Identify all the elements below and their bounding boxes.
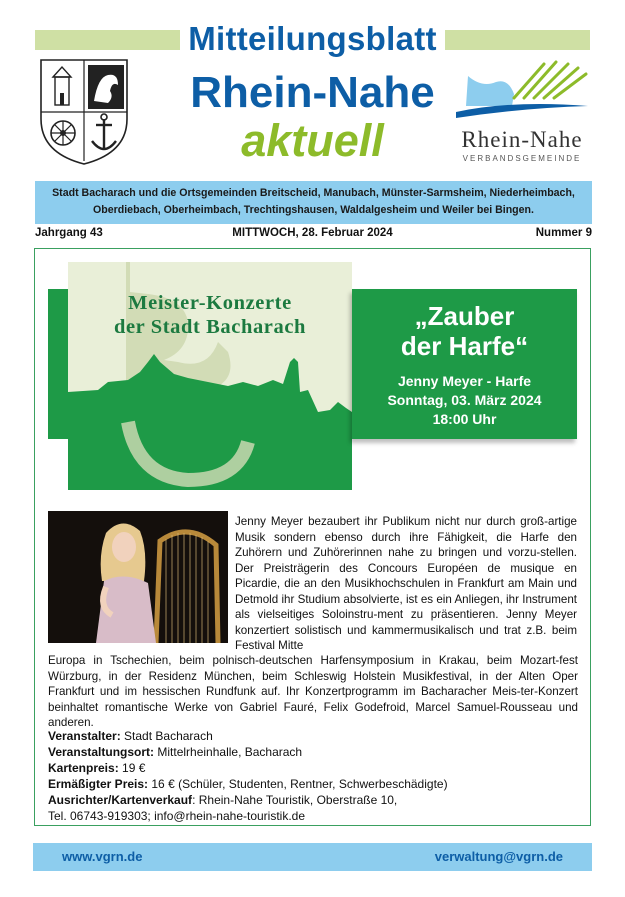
info-value: : Rhein-Nahe Touristik, Oberstraße 10, [192, 793, 398, 807]
event-date: Sonntag, 03. März 2024 [387, 392, 542, 408]
footer-email-link[interactable]: verwaltung@vgrn.de [434, 849, 563, 864]
article-text-top: Jenny Meyer bezaubert ihr Publikum nicht nur durch groß-artige Musik sondern ebenso durch ihre Fähigkeit, die Harfe den Zuhörern und Zuhörerinnen nahe zu bringen und vorzu-stellen. Der Preisträgerin des Concours Européen de musique en Picardie, die an den Musikhochschulen in Frankfurt am Main und Detmold ihr Studium absolvierte, ist es ein Anliegen, ihr Instrument als vielseitiges Soloinstru-ment zu präsentieren. Jenny Meyer konzertiert solistisch und kammermusikalisch und trat z.B. beim Festival Mitte [235, 515, 577, 652]
info-label: Veranstalter: [48, 729, 121, 743]
issue-volume: Jahrgang 43 [35, 227, 103, 239]
vg-logo-icon [452, 58, 592, 120]
info-label: Veranstaltungsort: [48, 745, 155, 759]
issue-date: MITTWOCH, 28. Februar 2024 [232, 227, 393, 239]
event-title [352, 301, 577, 361]
masthead-title [0, 20, 625, 58]
article-text-bottom: Europa in Tschechien, beim polnisch-deutschen Harfensymposium in Krakau, beim Mozart-fest Würzburg, in der Residenz München, beim Schleswig Holstein Musikfestival, in der Alten Oper Frankfurt und im hessischen Rundfunk auf. Ihr Konzertprogramm im Bacharacher Meis-ter-Konzert beinhaltet romantische Werke von Gabriel Fauré, Felix Godefroid, Marcel Samuel-Rousseau und anderen. [48, 654, 578, 729]
subtitle-line-1: Stadt Bacharach und die Ortsgemeinden Breitscheid, Manubach, Münster-Sarmsheim, Niederheimbach, [52, 187, 575, 199]
info-value: 16 € (Schüler, Studenten, Rentner, Schwerbeschädigte) [148, 777, 448, 791]
masthead-region: Rhein-Nahe [190, 68, 435, 117]
vg-name: Rhein-Nahe [461, 127, 583, 152]
issue-number: Nummer 9 [535, 227, 592, 239]
subtitle-text [35, 185, 592, 219]
harpist-photo [48, 511, 228, 643]
footer-website-link[interactable]: www.vgrn.de [62, 849, 143, 864]
coat-of-arms-icon [38, 57, 130, 167]
info-price [48, 761, 145, 775]
masthead-aktuell: aktuell [241, 115, 384, 166]
info-label: Ausrichter/Kartenverkauf [48, 793, 193, 807]
info-value: Stadt Bacharach [120, 729, 213, 743]
info-value: 19 € [118, 761, 146, 775]
info-reduced-price [48, 777, 448, 791]
event-title-line-1: „Zauber [414, 301, 515, 331]
info-contact: Tel. 06743-919303; info@rhein-nahe-touristik.de [48, 809, 306, 823]
info-label: Kartenpreis: [48, 761, 119, 775]
masthead-title-text: Mitteilungsblatt [180, 20, 445, 57]
event-title-line-2: der Harfe“ [400, 331, 529, 361]
subtitle-line-2: Oberdiebach, Oberheimbach, Trechtingshausen, Waldalgesheim und Weiler bei Bingen. [93, 204, 534, 216]
banner-left-strip [48, 289, 68, 439]
info-label: Ermäßigter Preis: [48, 777, 149, 791]
info-tickets [48, 793, 397, 807]
info-value: Mittelrheinhalle, Bacharach [154, 745, 303, 759]
info-organizer [48, 729, 213, 743]
event-performer: Jenny Meyer - Harfe [397, 373, 532, 389]
vg-subtitle: VERBANDSGEMEINDE [462, 154, 582, 163]
event-time: 18:00 Uhr [432, 411, 497, 427]
info-venue [48, 745, 302, 759]
poster-heading-line-1: Meister-Konzerte [128, 292, 292, 314]
poster-heading-line-2: der Stadt Bacharach [113, 316, 307, 338]
